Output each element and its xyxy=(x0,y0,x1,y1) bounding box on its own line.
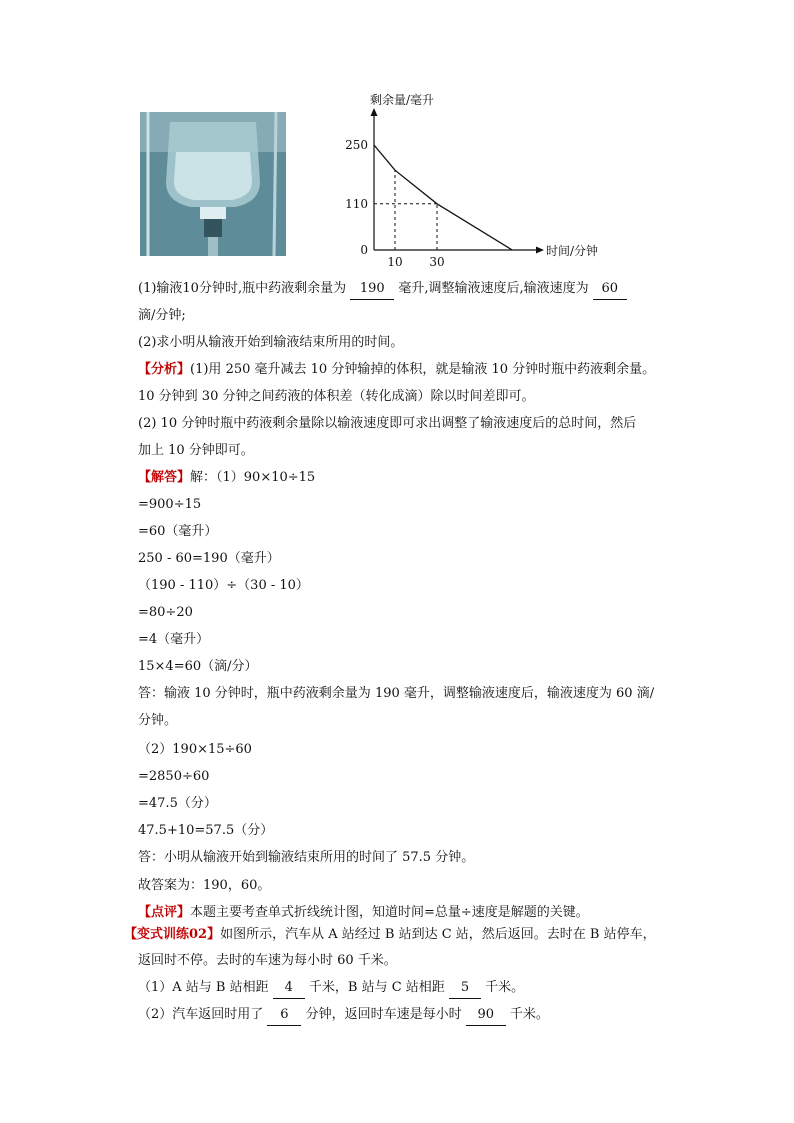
line-chart xyxy=(330,92,650,270)
analysis-line-3: (2) 10 分钟时瓶中药液剩余量除以输液速度即可求出调整了输液速度后的总时间，然后 xyxy=(138,416,637,431)
variant-q1-answer-1: 4 xyxy=(273,978,305,999)
y-axis-label: 剩余量/毫升 xyxy=(370,93,435,107)
variant-question-1 xyxy=(138,978,524,999)
x-axis-arrow xyxy=(536,247,544,254)
answer-line-15: 答：小明从输液开始到输液结束所用的时间了 57.5 分钟。 xyxy=(138,850,475,865)
iv-bottle-image xyxy=(140,112,286,256)
y-tick-label-0: 0 xyxy=(360,243,368,257)
variant-question-2 xyxy=(138,1005,549,1026)
x-axis-label: 时间/分钟 xyxy=(546,244,599,258)
question-1-answer-2: 60 xyxy=(593,279,627,300)
variant-q2-answer-1: 6 xyxy=(267,1005,301,1026)
variant-line-1 xyxy=(124,925,656,945)
answer-line-10: 分钟。 xyxy=(138,713,178,728)
question-1 xyxy=(138,279,627,300)
answer-line-5: （190 - 110）÷（30 - 10） xyxy=(138,578,309,593)
analysis-line-2: 10 分钟到 30 分钟之间药液的体积差（转化成滴）除以时间差即可。 xyxy=(138,389,535,404)
answer-line-1 xyxy=(138,468,315,488)
comment-text: 本题主要考查单式折线统计图，知道时间=总量÷速度是解题的关键。 xyxy=(190,905,589,920)
analysis-text-1: (1)用 250 毫升减去 10 分钟输掉的体积，就是输液 10 分钟时瓶中药液剩余量。 xyxy=(190,362,656,377)
variant-q2-text-a: （2）汽车返回时用了 xyxy=(138,1007,264,1022)
variant-line-2: 返回时不停。去时的车速为每小时 60 千米。 xyxy=(138,953,397,968)
variant-q2-answer-2: 90 xyxy=(466,1005,506,1026)
comment-tag: 【点评】 xyxy=(138,905,191,920)
answer-line-7: =4（毫升） xyxy=(138,632,210,647)
answer-line-3: =60（毫升） xyxy=(138,524,218,539)
analysis-line-1 xyxy=(138,360,655,380)
answer-line-13: =47.5（分） xyxy=(138,796,217,811)
question-1-text-b: 毫升,调整输液速度后,输液速度为 xyxy=(398,281,589,296)
analysis-line-4: 加上 10 分钟即可。 xyxy=(138,443,254,458)
answer-line-16: 故答案为：190，60。 xyxy=(138,878,271,893)
variant-q1-answer-2: 5 xyxy=(449,978,481,999)
x-tick-label-10: 10 xyxy=(387,255,403,269)
variant-q2-text-c: 千米。 xyxy=(509,1007,549,1022)
variant-tag: 【变式训练02】 xyxy=(124,927,221,942)
answer-text-1: 解：（1）90×10÷15 xyxy=(190,470,316,485)
y-tick-label-250: 250 xyxy=(345,138,368,152)
y-axis-arrow xyxy=(371,108,378,116)
answer-line-12: =2850÷60 xyxy=(138,769,210,784)
answer-line-11: （2）190×15÷60 xyxy=(138,742,252,757)
answer-line-8: 15×4=60（滴/分） xyxy=(138,659,258,674)
question-1-text-a: (1)输液10分钟时,瓶中药液剩余量为 xyxy=(138,281,347,296)
variant-q1-text-b: 千米，B 站与 C 站相距 xyxy=(308,980,445,995)
question-2: (2)求小明从输液开始到输液结束所用的时间。 xyxy=(138,335,404,350)
x-tick-label-30: 30 xyxy=(429,255,445,269)
comment-line xyxy=(138,903,589,923)
data-line xyxy=(374,145,512,250)
variant-q1-text-a: （1）A 站与 B 站相距 xyxy=(138,980,269,995)
answer-line-14: 47.5+10=57.5（分） xyxy=(138,823,274,838)
answer-line-6: =80÷20 xyxy=(138,605,193,620)
question-1-answer-1: 190 xyxy=(350,279,394,300)
variant-q1-text-c: 千米。 xyxy=(485,980,525,995)
iv-bottle-photo xyxy=(140,112,286,256)
answer-tag: 【解答】 xyxy=(138,470,191,485)
variant-text-1: 如图所示，汽车从 A 站经过 B 站到达 C 站，然后返回。去时在 B 站停车， xyxy=(220,927,656,942)
answer-line-2: =900÷15 xyxy=(138,497,202,512)
analysis-tag: 【分析】 xyxy=(138,362,191,377)
question-1-unit: 滴/分钟; xyxy=(138,308,186,323)
y-tick-label-110: 110 xyxy=(345,196,368,211)
answer-line-9: 答：输液 10 分钟时，瓶中药液剩余量为 190 毫升，调整输液速度后，输液速度为 60 滴/ xyxy=(138,686,655,701)
answer-line-4: 250 - 60=190（毫升） xyxy=(138,551,280,566)
variant-q2-text-b: 分钟，返回时车速是每小时 xyxy=(305,1007,462,1022)
